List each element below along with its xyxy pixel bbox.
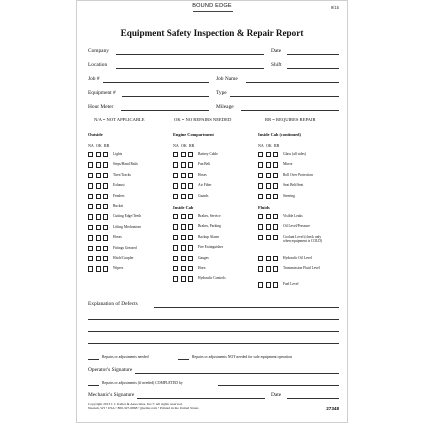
na-checkbox[interactable]: [88, 214, 93, 219]
item-label: Glass (all sides): [283, 152, 306, 156]
ok-checkbox[interactable]: [266, 214, 271, 219]
mechanic-date-label: Date: [271, 392, 282, 398]
outside-rr-header: RR: [104, 143, 110, 148]
rr-checkbox[interactable]: [273, 282, 278, 287]
item-label: Fenders: [113, 193, 125, 198]
na-checkbox[interactable]: [88, 173, 93, 178]
rr-checkbox[interactable]: [188, 183, 193, 188]
rr-checkbox[interactable]: [103, 183, 108, 188]
rr-checkbox[interactable]: [273, 162, 278, 167]
ok-checkbox[interactable]: [181, 245, 186, 250]
form-code: 9/15: [330, 5, 339, 10]
rr-checkbox[interactable]: [273, 224, 278, 229]
ok-checkbox[interactable]: [96, 204, 101, 209]
rr-checkbox[interactable]: [103, 256, 108, 261]
cab-na-header: NA: [258, 143, 264, 148]
ok-checkbox[interactable]: [181, 162, 186, 167]
engine-rr-header: RR: [189, 143, 195, 148]
operator-signature-field[interactable]: [135, 373, 339, 374]
ok-checkbox[interactable]: [96, 256, 101, 261]
na-checkbox[interactable]: [88, 235, 93, 240]
ok-checkbox[interactable]: [266, 266, 271, 271]
cab-ok-header: OK: [266, 143, 272, 148]
job-number-label: Job #: [88, 76, 100, 82]
na-checkbox[interactable]: [173, 152, 178, 157]
item-label: Wipers: [113, 266, 124, 271]
item-label: Cutting Edge/Teeth: [113, 214, 141, 219]
type-label: Type: [216, 90, 227, 96]
legend-na: N/A = NOT APPLICABLE: [94, 117, 145, 122]
rr-checkbox[interactable]: [103, 214, 108, 219]
section-engine-title: Engine Compartment: [173, 132, 214, 137]
item-label: Steering: [283, 193, 295, 198]
engine-ok-header: OK: [181, 143, 187, 148]
na-checkbox[interactable]: [258, 194, 263, 199]
rr-checkbox[interactable]: [188, 224, 193, 229]
outside-ok-header: OK: [96, 143, 102, 148]
na-checkbox[interactable]: [173, 214, 178, 219]
ok-checkbox[interactable]: [96, 225, 101, 230]
explanation-line-1[interactable]: [154, 307, 339, 308]
na-checkbox[interactable]: [173, 162, 178, 167]
rr-checkbox[interactable]: [273, 235, 278, 240]
na-checkbox[interactable]: [88, 162, 93, 167]
date-field[interactable]: [287, 54, 339, 55]
na-checkbox[interactable]: [258, 266, 263, 271]
rr-checkbox[interactable]: [273, 214, 278, 219]
operator-signature-label: Operator's Signature: [88, 367, 133, 373]
location-field[interactable]: [116, 68, 264, 69]
rr-checkbox[interactable]: [103, 235, 108, 240]
item-label: Fire Extinguisher: [198, 245, 224, 250]
rr-checkbox[interactable]: [273, 266, 278, 271]
na-checkbox[interactable]: [258, 224, 263, 229]
item-label: Guards: [198, 193, 209, 198]
na-checkbox[interactable]: [88, 225, 93, 230]
rr-checkbox[interactable]: [103, 173, 108, 178]
ok-checkbox[interactable]: [266, 194, 271, 199]
rr-checkbox[interactable]: [188, 235, 193, 240]
explanation-line-2[interactable]: [88, 319, 339, 320]
item-label: Exhaust: [113, 183, 125, 188]
ok-checkbox[interactable]: [181, 173, 186, 178]
ok-checkbox[interactable]: [266, 162, 271, 167]
ok-checkbox[interactable]: [266, 183, 271, 188]
na-checkbox[interactable]: [173, 183, 178, 188]
ok-checkbox[interactable]: [181, 183, 186, 188]
item-label: Air Filter: [198, 183, 212, 188]
ok-checkbox[interactable]: [96, 235, 101, 240]
item-label: Hydraulic Oil Level: [283, 255, 312, 260]
rr-checkbox[interactable]: [188, 214, 193, 219]
rr-checkbox[interactable]: [188, 245, 193, 250]
section-inside-cab-title: Inside Cab: [173, 205, 194, 210]
explanation-line-4[interactable]: [88, 343, 339, 344]
ok-checkbox[interactable]: [96, 152, 101, 157]
na-checkbox[interactable]: [258, 162, 263, 167]
equipment-number-field[interactable]: [122, 96, 209, 97]
footer-address: Neenah, WI • USA • 800-327-6868 • jjkeller.com • Printed in the United States: [88, 406, 199, 410]
bound-edge-label: BOUND EDGE: [192, 3, 232, 9]
rr-checkbox[interactable]: [273, 256, 278, 261]
item-label: Transmission Fluid Level: [283, 266, 320, 271]
item-label: Roll Over Protection: [283, 172, 313, 177]
ok-checkbox[interactable]: [96, 266, 101, 271]
rr-checkbox[interactable]: [103, 246, 108, 251]
na-checkbox[interactable]: [173, 235, 178, 240]
na-checkbox[interactable]: [173, 224, 178, 229]
ok-checkbox[interactable]: [181, 214, 186, 219]
company-field[interactable]: [116, 54, 264, 55]
rr-checkbox[interactable]: [103, 266, 108, 271]
na-checkbox[interactable]: [173, 173, 178, 178]
repairs-completed-label: Repairs or adjustments (if needed) COMPLETED by: [102, 381, 183, 385]
outside-na-header: NA: [88, 143, 94, 148]
ok-checkbox[interactable]: [266, 224, 271, 229]
mechanic-date-field[interactable]: [287, 398, 339, 399]
ok-checkbox[interactable]: [181, 256, 186, 261]
item-label: Brakes, Parking: [198, 224, 221, 229]
ok-checkbox[interactable]: [266, 256, 271, 261]
repairs-completed-blank[interactable]: [88, 385, 99, 386]
item-label: Lights: [113, 152, 123, 156]
ok-checkbox[interactable]: [181, 266, 186, 271]
ok-checkbox[interactable]: [181, 276, 186, 281]
rr-checkbox[interactable]: [103, 204, 108, 209]
na-checkbox[interactable]: [88, 266, 93, 271]
na-checkbox[interactable]: [258, 256, 263, 261]
na-checkbox[interactable]: [258, 183, 263, 188]
ok-checkbox[interactable]: [96, 183, 101, 188]
na-checkbox[interactable]: [88, 194, 93, 199]
ok-checkbox[interactable]: [266, 282, 271, 287]
item-label: Backup Alarm: [198, 234, 219, 239]
na-checkbox[interactable]: [173, 276, 178, 281]
na-checkbox[interactable]: [88, 152, 93, 157]
mechanic-signature-label: Mechanic's Signature: [88, 392, 135, 398]
item-label: Visible Leaks: [283, 214, 303, 218]
shift-label: Shift: [271, 62, 282, 68]
rr-checkbox[interactable]: [188, 276, 193, 281]
location-label: Location: [88, 62, 108, 68]
rr-checkbox[interactable]: [273, 194, 278, 199]
na-checkbox[interactable]: [88, 183, 93, 188]
item-label: Fan Belt: [198, 162, 211, 167]
repairs-not-needed-blank[interactable]: [178, 359, 189, 360]
na-checkbox[interactable]: [173, 245, 178, 250]
na-checkbox[interactable]: [173, 256, 178, 261]
item-label: Hoses: [113, 235, 122, 240]
na-checkbox[interactable]: [258, 152, 263, 157]
footer-copyright: Copyright 2013 J. J. Keller & Associates, Inc.® All rights reserved.: [88, 402, 183, 406]
job-number-field[interactable]: [103, 82, 209, 83]
rr-checkbox[interactable]: [188, 256, 193, 261]
ok-checkbox[interactable]: [96, 173, 101, 178]
form-number: 27348: [326, 406, 339, 411]
job-name-label: Job Name: [216, 76, 238, 82]
item-label: Gauges: [198, 255, 209, 260]
item-label: Fuel Level: [283, 282, 299, 287]
item-label: Coolant Level (check only when equipment is COLD): [283, 234, 323, 243]
hour-meter-label: Hour Meter: [88, 104, 114, 110]
na-checkbox[interactable]: [88, 204, 93, 209]
ok-checkbox[interactable]: [181, 235, 186, 240]
engine-na-header: NA: [173, 143, 179, 148]
rr-checkbox[interactable]: [103, 162, 108, 167]
item-label: Steps/Hand Rails: [113, 162, 138, 167]
explanation-label: Explanation of Defects: [88, 301, 138, 307]
na-checkbox[interactable]: [88, 246, 93, 251]
company-label: Company: [88, 48, 109, 54]
item-label: Hoses: [198, 172, 207, 177]
na-checkbox[interactable]: [258, 235, 263, 240]
section-outside-title: Outside: [88, 132, 103, 137]
explanation-line-3[interactable]: [88, 331, 339, 332]
repairs-not-needed-label: Repairs or adjustments NOT needed for safe equipment operation: [192, 355, 292, 359]
ok-checkbox[interactable]: [96, 162, 101, 167]
item-label: Battery Cable: [198, 152, 218, 156]
legend-ok: OK = NO REPAIRS NEEDED: [174, 117, 232, 122]
item-label: Seat Belt/Seat: [283, 183, 304, 188]
mileage-label: Mileage: [216, 104, 234, 110]
item-label: Hitch/Coupler: [113, 256, 134, 260]
rr-checkbox[interactable]: [273, 152, 278, 157]
report-form: [76, 0, 348, 423]
repairs-needed-label: Repairs or adjustments needed: [102, 355, 149, 359]
job-name-field[interactable]: [246, 82, 339, 83]
rr-checkbox[interactable]: [188, 173, 193, 178]
rr-checkbox[interactable]: [188, 266, 193, 271]
ok-checkbox[interactable]: [181, 194, 186, 199]
na-checkbox[interactable]: [173, 194, 178, 199]
type-field[interactable]: [230, 96, 339, 97]
na-checkbox[interactable]: [258, 214, 263, 219]
item-label: Oil Level/Pressure: [283, 224, 310, 229]
mileage-field[interactable]: [241, 110, 339, 111]
rr-checkbox[interactable]: [273, 183, 278, 188]
item-label: Tires/Tracks: [113, 172, 131, 177]
section-inside-cab-cont-title: Inside Cab (continued): [258, 132, 301, 137]
legend-rr: RR = REQUIRES REPAIR: [265, 117, 316, 122]
rr-checkbox[interactable]: [188, 162, 193, 167]
hour-meter-field[interactable]: [121, 110, 209, 111]
ok-checkbox[interactable]: [266, 152, 271, 157]
section-fluids-title: Fluids: [258, 205, 270, 210]
repairs-completed-field[interactable]: [218, 385, 339, 386]
item-label: Lifting Mechanism: [113, 224, 141, 229]
page-title: Equipment Safety Inspection & Repair Report: [120, 28, 304, 38]
rr-checkbox[interactable]: [103, 152, 108, 157]
item-label: Mirror: [283, 162, 293, 167]
item-label: Fittings Greased: [113, 245, 137, 250]
repairs-needed-blank[interactable]: [88, 359, 99, 360]
item-label: Hydraulic Controls: [198, 276, 226, 281]
bound-edge-line: [193, 11, 233, 12]
ok-checkbox[interactable]: [266, 173, 271, 178]
rr-checkbox[interactable]: [103, 225, 108, 230]
rr-checkbox[interactable]: [103, 194, 108, 199]
ok-checkbox[interactable]: [181, 152, 186, 157]
na-checkbox[interactable]: [258, 173, 263, 178]
item-label: Bucket: [113, 204, 124, 208]
ok-checkbox[interactable]: [96, 214, 101, 219]
rr-checkbox[interactable]: [188, 194, 193, 199]
na-checkbox[interactable]: [258, 282, 263, 287]
ok-checkbox[interactable]: [96, 194, 101, 199]
shift-field[interactable]: [287, 68, 339, 69]
na-checkbox[interactable]: [173, 266, 178, 271]
cab-rr-header: RR: [274, 143, 280, 148]
ok-checkbox[interactable]: [266, 235, 271, 240]
rr-checkbox[interactable]: [273, 173, 278, 178]
na-checkbox[interactable]: [88, 256, 93, 261]
item-label: Horn: [198, 266, 206, 270]
ok-checkbox[interactable]: [96, 246, 101, 251]
rr-checkbox[interactable]: [188, 152, 193, 157]
ok-checkbox[interactable]: [181, 224, 186, 229]
equipment-number-label: Equipment #: [88, 90, 116, 96]
date-label: Date: [271, 48, 282, 54]
item-label: Brakes, Service: [198, 214, 221, 218]
mechanic-signature-field[interactable]: [137, 398, 265, 399]
